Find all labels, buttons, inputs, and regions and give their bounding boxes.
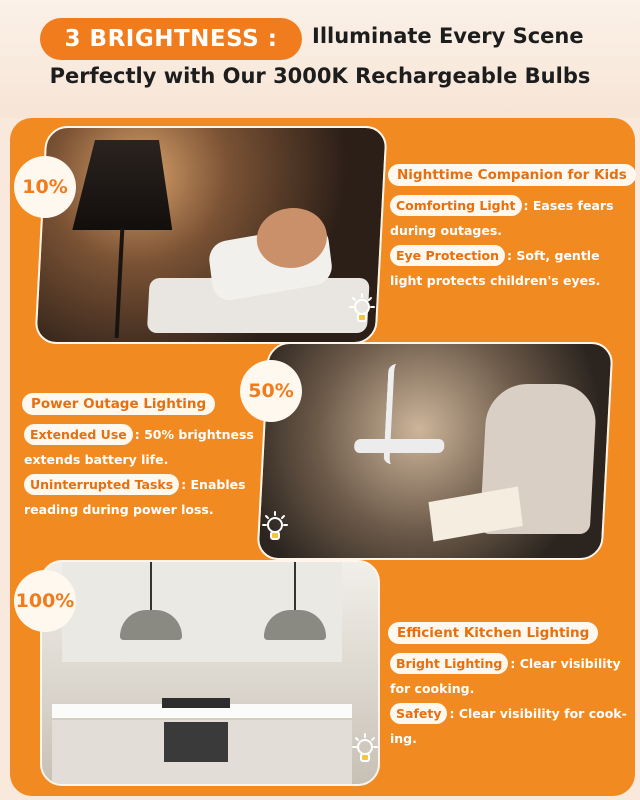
feature-text: : 50% brightness (134, 427, 254, 442)
feature-text: reading during power loss. (24, 502, 214, 517)
bedroom-photo (34, 126, 387, 344)
feature-text: : Eases fears (523, 198, 614, 213)
section-heading: Efficient Kitchen Lighting (388, 622, 598, 644)
lightbulb-icon (258, 510, 292, 544)
section-heading: Nighttime Companion for Kids (388, 164, 636, 186)
feature-label: Safety (390, 703, 447, 724)
title-line-1: Illuminate Every Scene (312, 24, 584, 48)
feature-text: : Clear visibility for cook- (449, 706, 627, 721)
feature-text: light protects children's eyes. (390, 273, 601, 288)
feature-label: Uninterrupted Tasks (24, 474, 179, 495)
lightbulb-icon (348, 732, 382, 766)
feature-text: ing. (390, 731, 417, 746)
lamp-shade (72, 140, 177, 230)
feature-label: Comforting Light (390, 195, 522, 216)
lightbulb-icon (345, 292, 379, 326)
feature-text: : Clear visibility (510, 656, 621, 671)
oven (164, 722, 228, 762)
feature-text: extends battery life. (24, 452, 169, 467)
pendant-cord (294, 562, 296, 612)
feature-text: : Enables (181, 477, 246, 492)
side-table (354, 439, 445, 453)
feature-text: for cooking. (390, 681, 475, 696)
percent-badge-50: 50% (240, 360, 302, 422)
pendant-cord (150, 562, 152, 612)
lamp-pole (115, 228, 125, 338)
percent-badge-10: 10% (14, 156, 76, 218)
feature-label: Eye Protection (390, 245, 505, 266)
feature-label: Extended Use (24, 424, 133, 445)
section-text (390, 651, 630, 751)
kitchen-photo (40, 560, 380, 786)
stove (162, 698, 230, 708)
brightness-badge: 3 BRIGHTNESS : (40, 18, 302, 60)
family-reading-photo (256, 342, 613, 560)
section-heading: Power Outage Lighting (22, 393, 215, 415)
section-text (24, 422, 254, 522)
feature-text: during outages. (390, 223, 503, 238)
feature-label: Bright Lighting (390, 653, 508, 674)
feature-text: : Soft, gentle (507, 248, 600, 263)
header (0, 0, 640, 118)
section-text (390, 193, 630, 293)
percent-badge-100: 100% (14, 570, 76, 632)
title-line-2: Perfectly with Our 3000K Rechargeable Bulbs (49, 64, 591, 88)
